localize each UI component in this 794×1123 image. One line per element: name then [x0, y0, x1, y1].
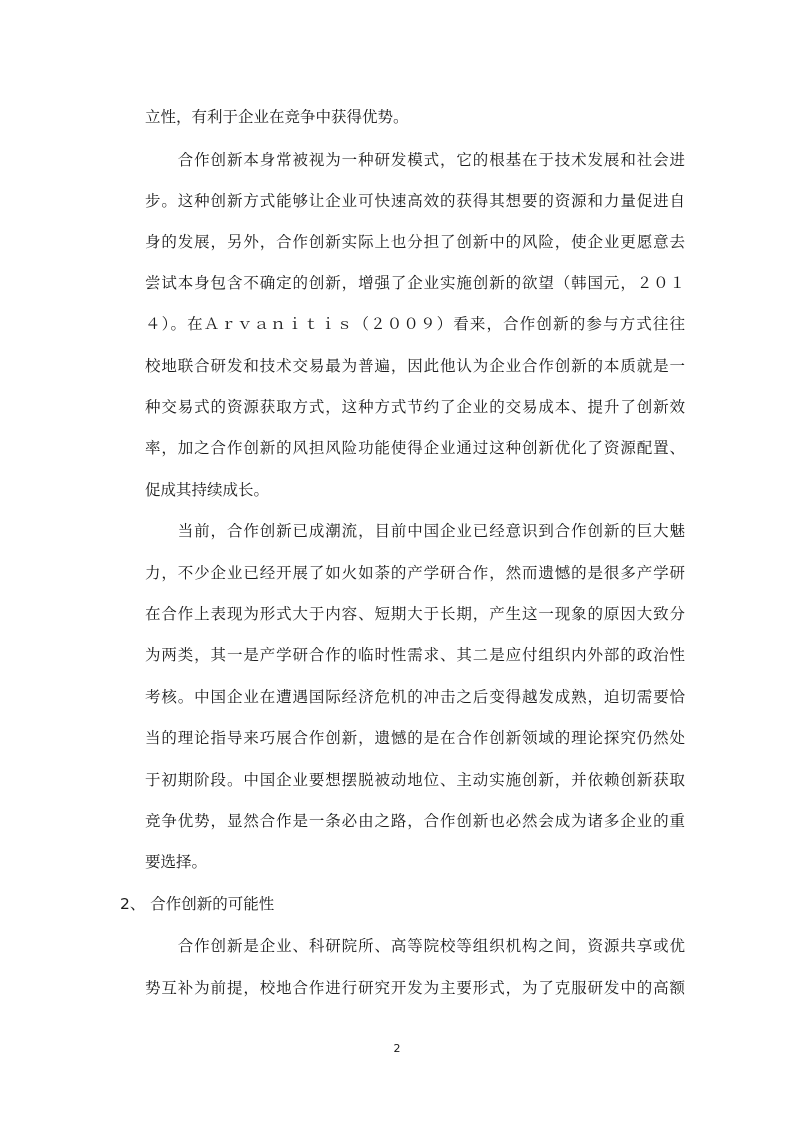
section-heading: 2、 合作创新的可能性: [120, 895, 275, 913]
text-line: 身的发展，另外，合作创新实际上也分担了创新中的风险，使企业更愿意去: [145, 233, 685, 251]
text-line: 率，加之合作创新的风担风险功能使得企业通过这种创新优化了资源配置、: [145, 439, 685, 457]
text-line: 要选择。: [145, 853, 208, 871]
text-line: 当前，合作创新已成潮流，目前中国企业已经意识到合作创新的巨大魅: [145, 522, 685, 540]
text-line: 校地联合研发和技术交易最为普遍，因此他认为企业合作创新的本质就是一: [145, 357, 685, 375]
text-line: 为两类，其一是产学研合作的临时性需求、其二是应付组织内外部的政治性: [145, 646, 685, 664]
text-line: 竞争优势，显然合作是一条必由之路，合作创新也必然会成为诸多企业的重: [145, 812, 685, 830]
text-line: 种交易式的资源获取方式，这种方式节约了企业的交易成本、提升了创新效: [145, 398, 685, 416]
text-line: ４）。在Ａｒｖａｎｉｔｉｓ（２００９）看来，合作创新的参与方式往往: [145, 315, 685, 333]
text-line: 考核。中国企业在遭遇国际经济危机的冲击之后变得越发成熟，迫切需要恰: [145, 688, 685, 706]
text-line: 在合作上表现为形式大于内容、短期大于长期，产生这一现象的原因大致分: [145, 605, 685, 623]
text-line: 势互补为前提，校地合作进行研究开发为主要形式，为了克服研发中的高额: [145, 979, 685, 997]
text-line: 力，不少企业已经开展了如火如荼的产学研合作，然而遗憾的是很多产学研: [145, 564, 685, 582]
text-line: 促成其持续成长。: [145, 481, 270, 499]
page-number: 2: [393, 1042, 401, 1055]
text-line: 于初期阶段。中国企业要想摆脱被动地位、主动实施创新，并依赖创新获取: [145, 771, 685, 789]
text-line: 合作创新本身常被视为一种研发模式，它的根基在于技术发展和社会进: [145, 151, 685, 169]
text-line: 步。这种创新方式能够让企业可快速高效的获得其想要的资源和力量促进自: [145, 192, 685, 210]
text-line: 立性，有利于企业在竞争中获得优势。: [145, 108, 409, 126]
text-line: 当的理论指导来巧展合作创新，遗憾的是在合作创新领域的理论探究仍然处: [145, 729, 685, 747]
text-line: 尝试本身包含不确定的创新，增强了企业实施创新的欲望（韩国元，２０１: [145, 274, 685, 292]
text-line: 合作创新是企业、科研院所、高等院校等组织机构之间，资源共享或优: [145, 937, 685, 955]
